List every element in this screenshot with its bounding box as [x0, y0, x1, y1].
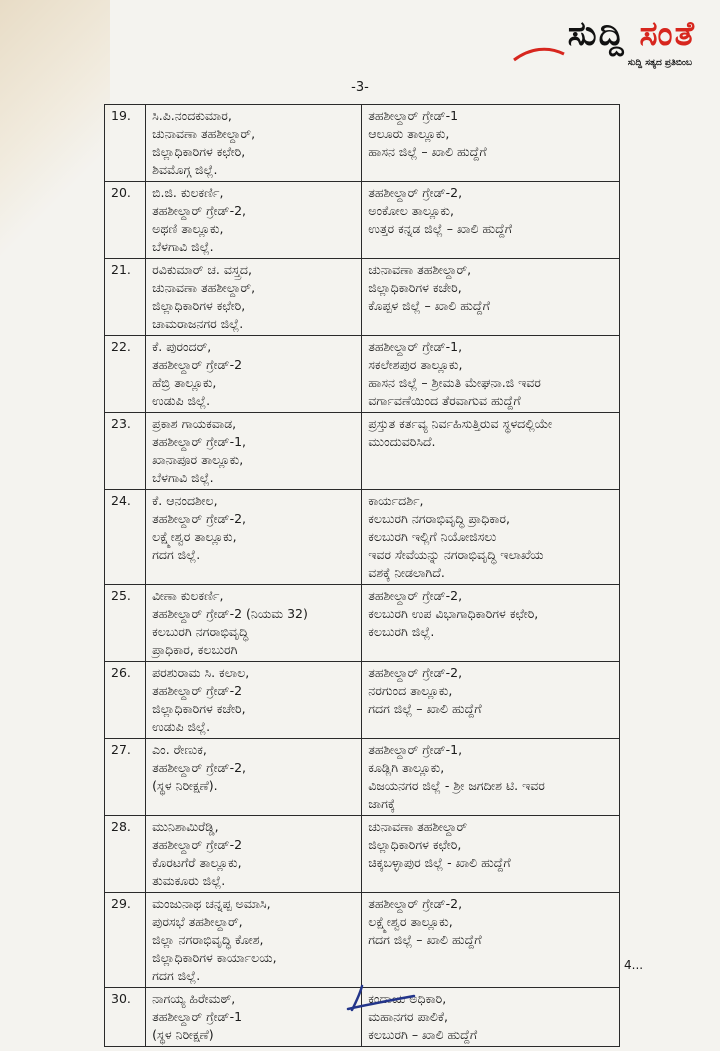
- table-row: [105, 490, 620, 585]
- serial-number-cell: 30.: [105, 988, 146, 1047]
- officer-detail-line: ಎಂ. ರೇಣುಕ,: [152, 742, 207, 757]
- officer-details-cell: [146, 662, 362, 739]
- posting-detail-line: ಕಲಬುರಗಿ ನಗರಾಭಿವೃದ್ಧಿ ಪ್ರಾಧಿಕಾರ,: [368, 511, 510, 526]
- officer-detail-line: ಜಿಲ್ಲಾಧಿಕಾರಿಗಳ ಕಚೇರಿ,: [152, 701, 246, 716]
- posting-detail-line: ತಹಶೀಲ್ದಾರ್ ಗ್ರೇಡ್-1,: [368, 742, 463, 757]
- officer-detail-line: ಸಿ.ಪಿ.ನಂದಕುಮಾರ,: [152, 108, 232, 123]
- posting-detail-line: ಕಂದಾಯ ಅಧಿಕಾರಿ,: [368, 991, 447, 1006]
- officer-details-cell: [146, 490, 362, 585]
- officer-details-cell: [146, 336, 362, 413]
- officer-detail-line: ಬಿ.ಜಿ. ಕುಲಕರ್ಣಿ,: [152, 185, 224, 200]
- officer-details-cell: [146, 816, 362, 893]
- officer-detail-line: ಲಕ್ಷ್ಮೇಶ್ವರ ತಾಲ್ಲೂಕು,: [152, 529, 237, 544]
- officer-detail-line: ತಹಶೀಲ್ದಾರ್ ಗ್ರೇಡ್-2,: [152, 760, 247, 775]
- posting-detail-line: ಕೂಡ್ಲಿಗಿ ತಾಲ್ಲೂಕು,: [368, 760, 445, 775]
- posting-detail-line: ತಹಶೀಲ್ದಾರ್ ಗ್ರೇಡ್-1: [368, 108, 459, 123]
- posting-details-cell: [362, 336, 620, 413]
- officer-detail-line: ಕಲಬುರಗಿ ನಗರಾಭಿವೃದ್ಧಿ: [152, 624, 249, 639]
- posting-detail-line: ವಿಜಯನಗರ ಜಿಲ್ಲೆ - ಶ್ರೀ ಜಗದೀಶ ಟಿ. ಇವರ: [368, 778, 545, 793]
- officer-detail-line: ತಹಶೀಲ್ದಾರ್ ಗ್ರೇಡ್-2,: [152, 511, 247, 526]
- officer-detail-line: ಗದಗ ಜಿಲ್ಲೆ.: [152, 968, 201, 983]
- news-logo: [506, 14, 706, 74]
- posting-detail-line: ಕಲಬುರಗಿ ಉಪ ವಿಭಾಗಾಧಿಕಾರಿಗಳ ಕಛೇರಿ,: [368, 606, 539, 621]
- posting-detail-line: ಜಿಲ್ಲಾಧಿಕಾರಿಗಳ ಕಚೇರಿ,: [368, 280, 462, 295]
- officer-details-cell: [146, 105, 362, 182]
- table-row: [105, 336, 620, 413]
- serial-number-cell: 22.: [105, 336, 146, 413]
- posting-detail-line: ವರ್ಗಾವಣೆಯಿಂದ ತೆರವಾಗುವ ಹುದ್ದೆಗೆ: [368, 393, 521, 408]
- posting-details-cell: [362, 662, 620, 739]
- posting-detail-line: ಕಲಬುರಗಿ ಜಿಲ್ಲೆ.: [368, 624, 435, 639]
- table-row: [105, 662, 620, 739]
- logo-word-2: ಸಂತೆ: [639, 14, 696, 54]
- officer-detail-line: ತಹಶೀಲ್ದಾರ್ ಗ್ರೇಡ್-2,: [152, 203, 247, 218]
- serial-number-cell: 21.: [105, 259, 146, 336]
- posting-details-cell: [362, 739, 620, 816]
- serial-number-cell: 24.: [105, 490, 146, 585]
- serial-number-cell: 25.: [105, 585, 146, 662]
- officer-detail-line: ಖಾನಾಪೂರ ತಾಲ್ಲೂಕು,: [152, 452, 244, 467]
- officer-detail-line: ಪುರಸಭೆ ತಹಶೀಲ್ದಾರ್,: [152, 914, 243, 929]
- officer-detail-line: ತಹಶೀಲ್ದಾರ್ ಗ್ರೇಡ್-1: [152, 1009, 243, 1024]
- posting-detail-line: ಕಾರ್ಯದರ್ಶಿ,: [368, 493, 424, 508]
- officer-detail-line: ತಹಶೀಲ್ದಾರ್ ಗ್ರೇಡ್-2 (ನಿಯಮ 32): [152, 606, 308, 621]
- officer-detail-line: ಅಥಣಿ ತಾಲ್ಲೂಕು,: [152, 221, 224, 236]
- serial-number-cell: 27.: [105, 739, 146, 816]
- officer-detail-line: ಮುನಿಶಾಮಿರೆಡ್ಡಿ,: [152, 819, 219, 834]
- next-page-marker: 4...: [624, 958, 644, 972]
- posting-detail-line: ಹಾಸನ ಜಿಲ್ಲೆ – ಖಾಲಿ ಹುದ್ದೆಗೆ: [368, 144, 487, 159]
- officer-detail-line: ಚಾಮರಾಜನಗರ ಜಿಲ್ಲೆ.: [152, 316, 244, 331]
- page-number: -3-: [351, 80, 369, 95]
- officer-details-cell: [146, 893, 362, 988]
- table-row: [105, 585, 620, 662]
- posting-detail-line: ಚುನಾವಣಾ ತಹಶೀಲ್ದಾರ್,: [368, 262, 472, 277]
- posting-detail-line: ತಹಶೀಲ್ದಾರ್ ಗ್ರೇಡ್-2,: [368, 185, 463, 200]
- serial-number-cell: 26.: [105, 662, 146, 739]
- posting-details-cell: [362, 105, 620, 182]
- page-shadow: [0, 0, 110, 260]
- officer-details-cell: [146, 585, 362, 662]
- officer-detail-line: ಜಿಲ್ಲಾ ನಗರಾಭಿವೃದ್ಧಿ ಕೋಶ,: [152, 932, 264, 947]
- posting-detail-line: ಮಹಾನಗರ ಪಾಲಿಕೆ,: [368, 1009, 448, 1024]
- officer-detail-line: ಪ್ರಾಧಿಕಾರ, ಕಲಬುರಗಿ: [152, 642, 238, 657]
- posting-detail-line: ಕಲಬುರಗಿ – ಖಾಲಿ ಹುದ್ದೆಗೆ: [368, 1027, 478, 1042]
- serial-number-cell: 19.: [105, 105, 146, 182]
- posting-detail-line: ಚುನಾವಣಾ ತಹಶೀಲ್ದಾರ್: [368, 819, 468, 834]
- officer-details-cell: [146, 988, 362, 1047]
- posting-detail-line: ಹಾಸನ ಜಿಲ್ಲೆ – ಶ್ರೀಮತಿ ಮೇಘನಾ.ಜಿ ಇವರ: [368, 375, 541, 390]
- officer-detail-line: ಗದಗ ಜಿಲ್ಲೆ.: [152, 547, 201, 562]
- posting-detail-line: ಕೊಪ್ಪಳ ಜಿಲ್ಲೆ – ಖಾಲಿ ಹುದ್ದೆಗೆ: [368, 298, 490, 313]
- officer-detail-line: ಮಂಜುನಾಥ ಚನ್ನಪ್ಪ ಅಮಾಸಿ,: [152, 896, 271, 911]
- table-row: [105, 105, 620, 182]
- table-row: [105, 413, 620, 490]
- officer-detail-line: ಪ್ರಕಾಶ ಗಾಯಕವಾಡ,: [152, 416, 237, 431]
- officer-detail-line: ಪರಶುರಾಮ ಸಿ. ಕಲಾಲ,: [152, 665, 250, 680]
- posting-detail-line: ವಶಕ್ಕೆ ನೀಡಲಾಗಿದೆ.: [368, 565, 445, 580]
- officer-detail-line: ಬೆಳಗಾವಿ ಜಿಲ್ಲೆ.: [152, 470, 214, 485]
- logo-tagline: ಸುದ್ದಿ ಸತ್ಯದ ಪ್ರತಿಬಿಂಬ: [627, 58, 692, 68]
- officer-detail-line: ತಹಶೀಲ್ದಾರ್ ಗ್ರೇಡ್-2: [152, 357, 243, 372]
- posting-detail-line: ಗದಗ ಜಿಲ್ಲೆ – ಖಾಲಿ ಹುದ್ದೆಗೆ: [368, 701, 482, 716]
- officer-detail-line: ಜಿಲ್ಲಾಧಿಕಾರಿಗಳ ಕಾರ್ಯಾಲಯ,: [152, 950, 277, 965]
- logo-text: [568, 14, 696, 54]
- officer-detail-line: ತಹಶೀಲ್ದಾರ್ ಗ್ರೇಡ್-2: [152, 837, 243, 852]
- officer-detail-line: ಉಡುಪಿ ಜಿಲ್ಲೆ.: [152, 719, 211, 734]
- posting-detail-line: ಮುಂದುವರಿಸಿದೆ.: [368, 434, 436, 449]
- posting-details-cell: [362, 816, 620, 893]
- posting-detail-line: ಉತ್ತರ ಕನ್ನಡ ಜಿಲ್ಲೆ – ಖಾಲಿ ಹುದ್ದೆಗೆ: [368, 221, 513, 236]
- officer-detail-line: ಕೆ. ಪುರಂದರ್,: [152, 339, 212, 354]
- serial-number-cell: 23.: [105, 413, 146, 490]
- posting-details-cell: [362, 259, 620, 336]
- posting-detail-line: ಇವರ ಸೇವೆಯನ್ನು ನಗರಾಭಿವೃದ್ಧಿ ಇಲಾಖೆಯ: [368, 547, 544, 562]
- posting-detail-line: ಕಲಬುರಗಿ ಇಲ್ಲಿಗೆ ನಿಯೋಜಿಸಲು: [368, 529, 497, 544]
- swoosh-icon: [512, 44, 566, 64]
- logo-word-1: ಸುದ್ದಿ: [567, 14, 626, 54]
- officer-detail-line: (ಸ್ಥಳ ನಿರೀಕ್ಷಣೆ): [152, 1027, 214, 1042]
- posting-detail-line: ತಹಶೀಲ್ದಾರ್ ಗ್ರೇಡ್-2,: [368, 588, 463, 603]
- officer-detail-line: ಹೆಬ್ರಿ ತಾಲ್ಲೂಕು,: [152, 375, 217, 390]
- posting-detail-line: ಚಿಕ್ಕಬಳ್ಳಾಪುರ ಜಿಲ್ಲೆ - ಖಾಲಿ ಹುದ್ದೆಗೆ: [368, 855, 511, 870]
- table-row: [105, 259, 620, 336]
- officer-detail-line: ರವಿಕುಮಾರ್ ಚ. ವಸ್ತ್ರದ,: [152, 262, 252, 277]
- officer-detail-line: ಕೆ. ಆನಂದಶೀಲ,: [152, 493, 218, 508]
- posting-detail-line: ಜಾಗಕ್ಕೆ: [368, 796, 396, 811]
- officer-detail-line: ವೀಣಾ ಕುಲಕರ್ಣಿ,: [152, 588, 224, 603]
- table-row: [105, 182, 620, 259]
- officer-detail-line: ಕೊರಟಗೆರೆ ತಾಲ್ಲೂಕು,: [152, 855, 242, 870]
- officer-detail-line: ಜಿಲ್ಲಾಧಿಕಾರಿಗಳ ಕಛೇರಿ,: [152, 144, 246, 159]
- officer-detail-line: ಶಿವಮೊಗ್ಗ ಜಿಲ್ಲೆ.: [152, 162, 218, 177]
- officer-details-cell: [146, 259, 362, 336]
- posting-detail-line: ಅಂಕೋಲ ತಾಲ್ಲೂಕು,: [368, 203, 454, 218]
- table-row: [105, 739, 620, 816]
- posting-detail-line: ತಹಶೀಲ್ದಾರ್ ಗ್ರೇಡ್-1,: [368, 339, 463, 354]
- posting-details-cell: [362, 585, 620, 662]
- posting-details-cell: [362, 182, 620, 259]
- table-row: [105, 893, 620, 988]
- posting-detail-line: ಲಕ್ಷ್ಮೇಶ್ವರ ತಾಲ್ಲೂಕು,: [368, 914, 453, 929]
- serial-number-cell: 28.: [105, 816, 146, 893]
- posting-detail-line: ಗದಗ ಜಿಲ್ಲೆ – ಖಾಲಿ ಹುದ್ದೆಗೆ: [368, 932, 482, 947]
- officer-detail-line: ಬೆಳಗಾವಿ ಜಿಲ್ಲೆ.: [152, 239, 214, 254]
- officer-detail-line: ಜಿಲ್ಲಾಧಿಕಾರಿಗಳ ಕಛೇರಿ,: [152, 298, 246, 313]
- posting-detail-line: ಸಕಲೇಶಪುರ ತಾಲ್ಲೂಕು,: [368, 357, 463, 372]
- officer-detail-line: ತುಮಕೂರು ಜಿಲ್ಲೆ.: [152, 873, 226, 888]
- posting-detail-line: ಪ್ರಸ್ತುತ ಕರ್ತವ್ಯ ನಿರ್ವಹಿಸುತ್ತಿರುವ ಸ್ಥಳದಲ್ಲಿಯೇ: [368, 416, 553, 431]
- officer-detail-line: ಚುನಾವಣಾ ತಹಶೀಲ್ದಾರ್,: [152, 126, 256, 141]
- officer-details-cell: [146, 182, 362, 259]
- posting-detail-line: ನರಗುಂದ ತಾಲ್ಲೂಕು,: [368, 683, 453, 698]
- table-row: [105, 816, 620, 893]
- transfer-table: [104, 104, 620, 1047]
- posting-details-cell: [362, 413, 620, 490]
- transfer-table-body: [105, 105, 620, 1047]
- officer-detail-line: ಉಡುಪಿ ಜಿಲ್ಲೆ.: [152, 393, 211, 408]
- posting-details-cell: [362, 893, 620, 988]
- posting-detail-line: ಜಿಲ್ಲಾಧಿಕಾರಿಗಳ ಕಛೇರಿ,: [368, 837, 462, 852]
- officer-detail-line: (ಸ್ಥಳ ನಿರೀಕ್ಷಣೆ).: [152, 778, 218, 793]
- officer-detail-line: ನಾಗಯ್ಯ ಹಿರೇಮಠ್,: [152, 991, 236, 1006]
- signature-mark: [340, 976, 420, 1016]
- officer-detail-line: ಚುನಾವಣಾ ತಹಶೀಲ್ದಾರ್,: [152, 280, 256, 295]
- officer-details-cell: [146, 739, 362, 816]
- officer-detail-line: ತಹಶೀಲ್ದಾರ್ ಗ್ರೇಡ್-2: [152, 683, 243, 698]
- posting-details-cell: [362, 490, 620, 585]
- serial-number-cell: 20.: [105, 182, 146, 259]
- posting-detail-line: ತಹಶೀಲ್ದಾರ್ ಗ್ರೇಡ್-2,: [368, 665, 463, 680]
- officer-details-cell: [146, 413, 362, 490]
- posting-detail-line: ತಹಶೀಲ್ದಾರ್ ಗ್ರೇಡ್-2,: [368, 896, 463, 911]
- officer-detail-line: ತಹಶೀಲ್ದಾರ್ ಗ್ರೇಡ್-1,: [152, 434, 247, 449]
- posting-detail-line: ಆಲೂರು ತಾಲ್ಲೂಕು,: [368, 126, 450, 141]
- serial-number-cell: 29.: [105, 893, 146, 988]
